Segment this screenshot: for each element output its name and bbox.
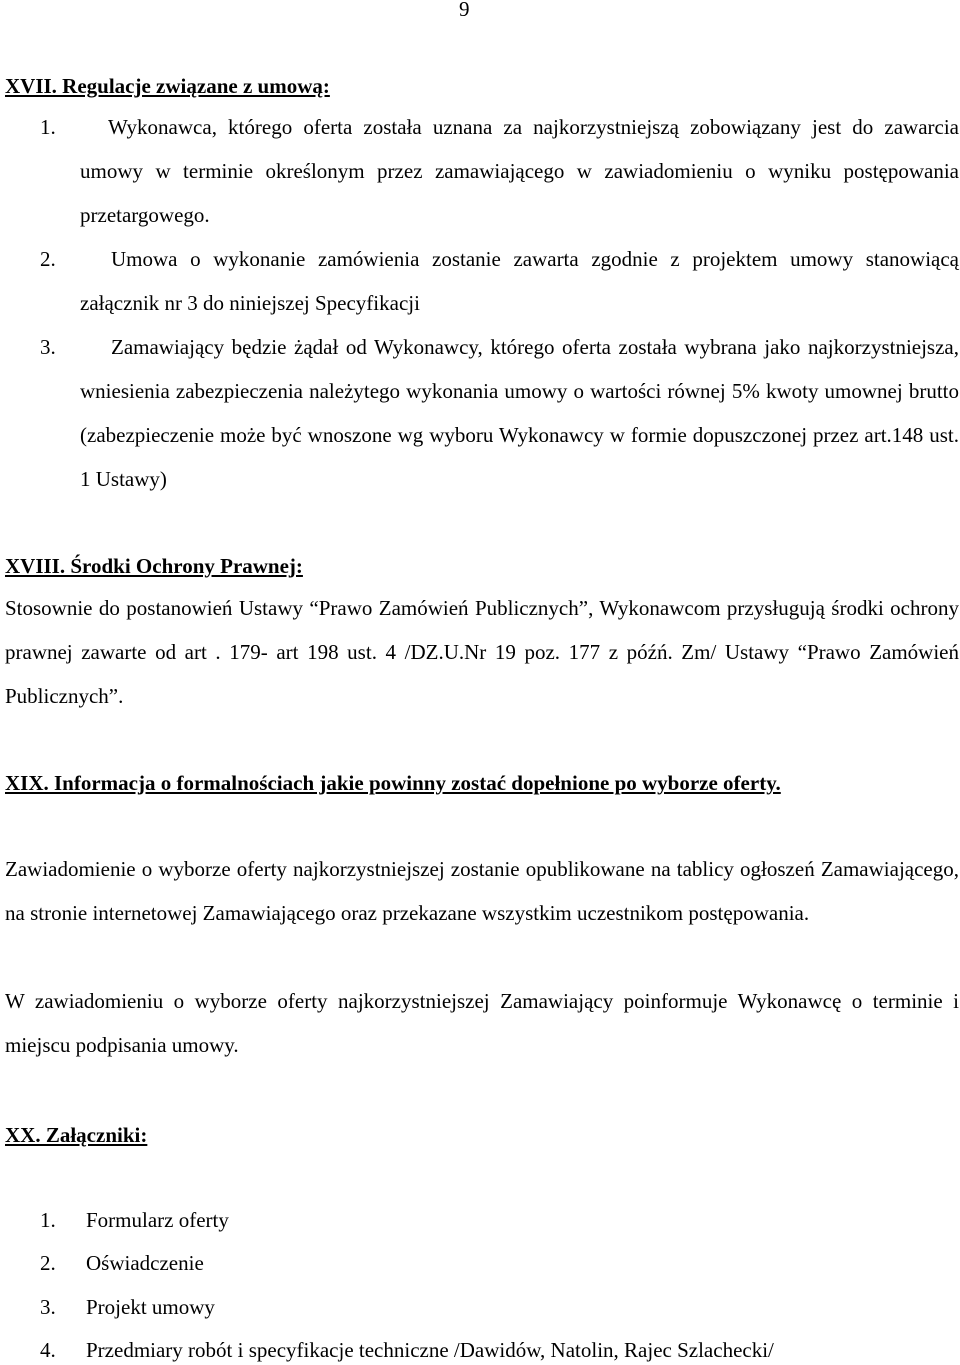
page-number: 9 (459, 0, 470, 21)
attachment-item (40, 1248, 955, 1278)
item-number: 1. (40, 1208, 56, 1232)
list-item (0, 325, 959, 501)
section-heading-xviii: XVIII. Środki Ochrony Prawnej: (5, 554, 303, 578)
section-heading-xvii: XVII. Regulacje związane z umową: (5, 74, 330, 98)
item-number: 2. (40, 1251, 56, 1275)
section-paragraph: Zawiadomienie o wyborze oferty najkorzystniejszej zostanie opublikowane na tablicy ogłoszeń Zamawiającego, na stronie internetowej Zamawiającego oraz przekazane wszystkim uczestnikom postępowania. (5, 857, 959, 925)
section-heading-xix: XIX. Informacja o formalnościach jakie powinny zostać dopełnione po wyborze oferty. (5, 771, 781, 795)
item-text: Formularz oferty (86, 1208, 229, 1232)
list-item (0, 105, 959, 237)
item-text: Zamawiający będzie żądał od Wykonawcy, którego oferta została wybrana jako najkorzystniejsza, wniesienia zabezpieczenia należytego wykonania umowy o wartości równej 5% kwoty umownej brutto (zabezpieczenie może być wnoszone wg wyboru Wykonawcy w formie dopuszczonej przez art.148 ust. 1 Ustawy) (80, 335, 959, 491)
item-text: Oświadczenie (86, 1251, 204, 1275)
list-item (0, 237, 959, 325)
section-paragraph: W zawiadomieniu o wyborze oferty najkorzystniejszej Zamawiający poinformuje Wykonawcę o terminie i miejscu podpisania umowy. (5, 989, 959, 1057)
section-heading-xx: XX. Załączniki: (5, 1123, 148, 1147)
item-text: Projekt umowy (86, 1295, 215, 1319)
attachment-item (40, 1292, 955, 1322)
item-number: 1. (40, 115, 56, 139)
attachment-item (40, 1205, 955, 1235)
item-number: 4. (40, 1338, 56, 1362)
item-text: Przedmiary robót i specyfikacje techniczne /Dawidów, Natolin, Rajec Szlachecki/ (86, 1338, 774, 1362)
attachment-item (40, 1335, 955, 1365)
item-text: Wykonawca, którego oferta została uznana za najkorzystniejszą zobowiązany jest do zawarcia umowy w terminie określonym przez zamawiającego w zawiadomieniu o wyniku postępowania przetargowego. (80, 115, 959, 227)
item-number: 3. (40, 1295, 56, 1319)
section-paragraph: Stosownie do postanowień Ustawy “Prawo Zamówień Publicznych”, Wykonawcom przysługują środki ochrony prawnej zawarte od art . 179- art 198 ust. 4 /DZ.U.Nr 19 poz. 177 z późń. Zm/ Ustawy “Prawo Zamówień Publicznych”. (5, 596, 959, 708)
item-text: Umowa o wykonanie zamówienia zostanie zawarta zgodnie z projektem umowy stanowiącą załącznik nr 3 do niniejszej Specyfikacji (80, 247, 959, 315)
item-number: 3. (40, 335, 56, 359)
item-number: 2. (40, 247, 56, 271)
